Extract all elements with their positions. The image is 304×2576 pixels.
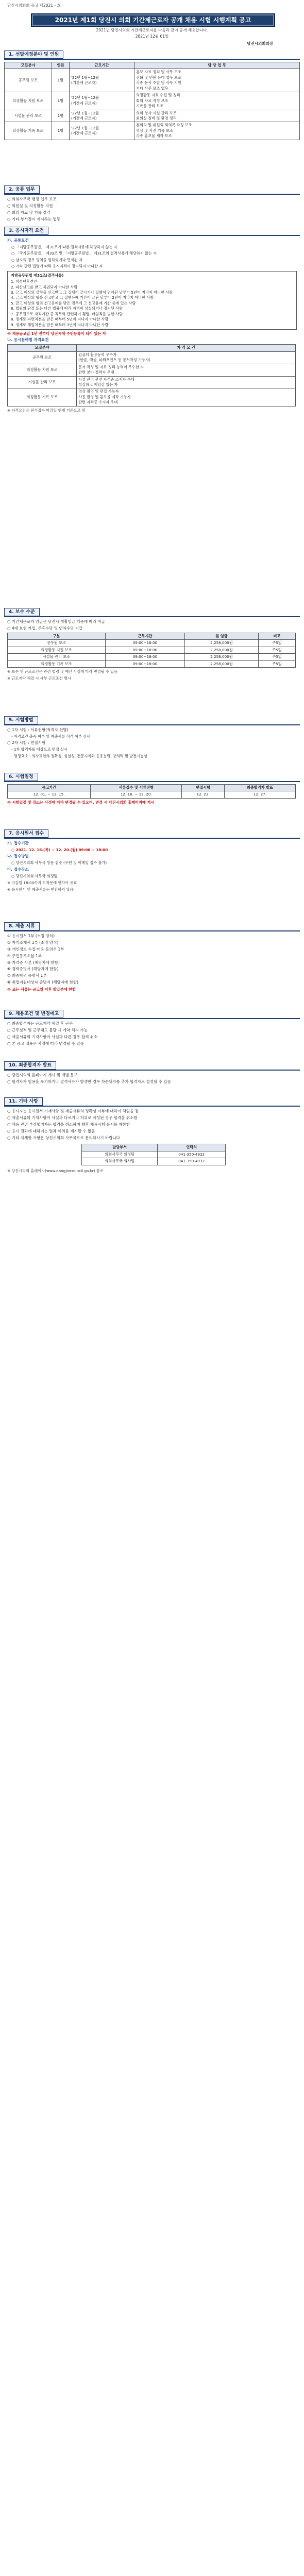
list-item: ○ 4대 보험 가입, 주휴수당 및 연차수당 지급 bbox=[7, 625, 83, 631]
table-cell: 주5일 bbox=[258, 647, 295, 653]
list-item: ○ 응시 결과에 대하여는 일체 이의를 제기할 수 없음 bbox=[7, 1128, 95, 1133]
col-header: 연락처 bbox=[158, 1144, 226, 1151]
table-cell: 09:00~18:00 bbox=[105, 654, 184, 660]
table-cell: 의정활동 지원 보조 bbox=[8, 364, 77, 376]
table-row bbox=[82, 1151, 226, 1158]
list-item: ③ 개인정보 수집·이용 동의서 1부 bbox=[7, 946, 64, 952]
box-title: 지방공무원법 제31조(결격사유) bbox=[11, 273, 64, 278]
col-header: 담당부서 bbox=[82, 1144, 158, 1151]
list-item: ○ 「국가공무원법」 제33조 및 「지방공무원법」 제31조의 결격사유에 해당하지 않는 자 bbox=[11, 251, 157, 256]
list-item: - 1차 합격자를 대상으로 면접 실시 bbox=[11, 747, 67, 752]
section-documents bbox=[4, 922, 300, 993]
col-header: 근로기간 bbox=[70, 62, 134, 69]
col-header: 모집분야 bbox=[5, 62, 52, 69]
table-row bbox=[8, 654, 296, 660]
table-cell: 의회사무국 의정팀 bbox=[82, 1151, 158, 1158]
table-cell: 본회의 및 위원회 회의록 작성 보조 영상 및 사진 기록 보조 각종 홍보물 제작 보조 bbox=[134, 122, 300, 140]
section-salary bbox=[4, 608, 300, 683]
table-cell: 시설 관리 관련 자격증 소지자 우대 성실하고 책임감 있는 자 bbox=[77, 376, 296, 388]
intro-text: 2021년 당진시의회 기간제근로자를 다음과 같이 공개 채용합니다. bbox=[96, 28, 208, 32]
col-header: 모집분야 bbox=[8, 345, 77, 351]
table-cell: 주5일 bbox=[258, 654, 295, 660]
table-cell: 의정활동 지원 보조 bbox=[8, 647, 106, 653]
section-schedule bbox=[4, 773, 300, 806]
table-cell: 의정활동 기록 보조 bbox=[8, 388, 77, 406]
publish-date: 2021년 12월 01일 bbox=[135, 34, 169, 39]
recruitment-table bbox=[4, 62, 300, 140]
table-cell: 2,258,000원 bbox=[184, 654, 258, 660]
list-item: ○ 응시자는 응시원서 기재사항 및 제출서류의 정확성 여부에 대하여 책임을 짐 bbox=[7, 1109, 139, 1113]
salary-note: ※ 보수 및 근로조건은 관련 법령 및 예산 사정에 따라 변경될 수 있음 bbox=[7, 669, 117, 674]
table-cell: 09:00~18:00 bbox=[105, 660, 184, 667]
table-cell: 09:00~18:00 bbox=[105, 647, 184, 653]
list-item: ○ 회의 자료 및 기록 정리 bbox=[7, 210, 50, 215]
table-cell: 12. 01. ~ 12. 15. bbox=[8, 791, 91, 798]
list-item: ○ 최종합격자는 근로계약 체결 후 근무 bbox=[7, 1021, 73, 1026]
section-title: 2. 공통 업무 bbox=[4, 185, 40, 194]
table-cell: '22년 1월~12월 (기간제 근로자) bbox=[70, 122, 134, 140]
schedule-note: ※ 시험일정 및 장소는 사정에 따라 변경될 수 있으며, 변경 시 당진시의회 홈페이지에 게시 bbox=[7, 800, 155, 805]
table-cell: 의정활동 기록 보조 bbox=[5, 122, 52, 140]
salary-table bbox=[7, 633, 296, 668]
section-conditions bbox=[4, 1010, 300, 1048]
section-common-duty bbox=[4, 185, 300, 224]
notice-number: 당진시의회회 공고 제2021 - 호 bbox=[7, 3, 61, 8]
table-row bbox=[5, 122, 300, 140]
table-row bbox=[8, 376, 296, 388]
table-cell: 041-350-4932 bbox=[158, 1158, 226, 1165]
list-item: 7. 공무원으로 재직기간 중 직무와 관련하여 횡령, 배임죄를 범한 사람 bbox=[11, 311, 123, 316]
col-header: 구분 bbox=[8, 633, 106, 639]
col-header: 근무시간 bbox=[105, 633, 184, 639]
list-item: ① 응시원서 1부 (소정 양식) bbox=[7, 934, 55, 938]
list-item: ④ 주민등록초본 1부 bbox=[7, 953, 42, 958]
table-cell: 시설물 관리 보조 bbox=[8, 654, 106, 660]
table-cell: 041-350-4922 bbox=[158, 1151, 226, 1158]
subsection-label: 가. 접수기간 bbox=[7, 841, 29, 845]
table-row bbox=[8, 647, 296, 653]
table-cell: 공무원 보조 bbox=[5, 69, 52, 92]
section-title: 10. 최종합격자 발표 bbox=[4, 1061, 56, 1070]
section-announcement bbox=[4, 1061, 300, 1086]
table-cell: '22년 1월~12월 (기간제 근로자) bbox=[70, 92, 134, 110]
section-title: 4. 보수 수준 bbox=[4, 608, 40, 616]
table-row bbox=[5, 92, 300, 110]
list-item: ○ 당진시의회 홈페이지 게시 및 개별 통보 bbox=[7, 1073, 78, 1077]
subsection-label: 다. 접수장소 bbox=[7, 867, 29, 872]
application-place: ○ 당진시의회 사무국 의정팀 bbox=[11, 873, 58, 878]
table-row bbox=[82, 1158, 226, 1165]
col-header: 면접시험 bbox=[182, 785, 225, 791]
table-cell: 1명 bbox=[52, 110, 69, 122]
list-item: - 평정요소 : 의사표현의 정확성, 성실성, 전문지식과 응용능력, 창의력 및 발전가능성 bbox=[11, 753, 147, 758]
table-row bbox=[5, 69, 300, 92]
table-cell: 주5일 bbox=[258, 660, 295, 667]
list-item: ○ 기타 부서장이 지시하는 업무 bbox=[7, 216, 61, 222]
table-cell: 의정활동 자료 수집 및 정리 회의 자료 작성 보조 기록물 관리 보조 bbox=[134, 92, 300, 110]
col-header: 비고 bbox=[258, 633, 295, 639]
table-cell: 12. 23. bbox=[182, 791, 225, 798]
table-row bbox=[5, 110, 300, 122]
section-application bbox=[4, 829, 300, 894]
table-row bbox=[8, 640, 296, 647]
list-item: ○ 제출서류의 기재사항이 사실과 다른 경우 합격 취소 bbox=[7, 1034, 98, 1039]
list-item: 5. 금고 이상의 형의 선고유예를 받은 경우에 그 선고유예 기간 중에 있는 사람 bbox=[11, 300, 136, 306]
list-item: - 자격요건 충족 여부 및 제출서류 적격 여부 심사 bbox=[11, 734, 90, 739]
qualification-footnote: ※ 자격요건은 원서접수 마감일 현재 기준으로 함 bbox=[7, 408, 86, 413]
section-title: 5. 시험방법 bbox=[4, 716, 38, 724]
list-item: ○ 의원실 및 의정활동 지원 bbox=[7, 203, 53, 208]
table-cell: 주5일 bbox=[258, 640, 295, 647]
col-header: 월 임금 bbox=[184, 633, 258, 639]
table-cell: 홍보 자료 정리 및 사무 보조 전화 및 민원 응대 업무 보조 각종 문서 수발 및 사무 지원 기타 사무 보조 업무 bbox=[134, 69, 300, 92]
col-header: 서류접수 및 서류전형 bbox=[91, 785, 182, 791]
section-title: 11. 기타 사항 bbox=[4, 1097, 43, 1106]
col-header: 최종합격자 발표 bbox=[224, 785, 295, 791]
section-title: 8. 제출 서류 bbox=[4, 922, 40, 930]
table-cell: 공무원 보조 bbox=[8, 640, 106, 647]
list-item: ○ 「지방공무원법」 제31조에 따른 결격사유에 해당하지 않는 자 bbox=[11, 244, 117, 249]
table-cell: '22년 1월~12월 (기간제 근로자) bbox=[70, 110, 134, 122]
section-title: 6. 시험일정 bbox=[4, 773, 38, 781]
table-cell: 의정활동 지원 보조 bbox=[5, 92, 52, 110]
table-cell: 2,258,000원 bbox=[184, 660, 258, 667]
table-row bbox=[8, 364, 296, 376]
application-period: ○ 2021. 12. 16.(목) ~ 12. 20.(월) 09:00 ~ 18:00 bbox=[11, 847, 108, 852]
table-cell: 09:00~18:00 bbox=[105, 640, 184, 647]
homepage-note: ※ 당진시의회 홈페이지(www.dangjincouncil.go.kr) 참조 bbox=[7, 1168, 104, 1173]
table-row bbox=[8, 351, 296, 364]
salary-note: ※ 근로계약 체결 시 세부 근로조건 명시 bbox=[7, 676, 71, 681]
section-eligibility bbox=[4, 227, 300, 414]
table-cell: 1명 bbox=[52, 92, 69, 110]
list-item: 4. 금고 이상의 형을 선고받고 그 집행유예 기간이 끝난 날부터 2년이 지나지 아니한 사람 bbox=[11, 295, 154, 300]
section-other bbox=[4, 1097, 300, 1175]
list-item: ⑤ 자격증 사본 (해당자에 한함) bbox=[7, 960, 60, 965]
list-item: 3. 금고 이상의 실형을 선고받고 그 집행이 끝나거나 집행이 면제된 날부터 5년이 지나지 아니한 사람 bbox=[11, 290, 173, 295]
application-note: ※ 응시원서 및 제출서류는 반환하지 않음 bbox=[7, 887, 74, 892]
contact-table bbox=[81, 1144, 226, 1165]
list-item: 8. 징계로 파면처분을 받은 때부터 5년이 지나지 아니한 사람 bbox=[11, 317, 109, 322]
table-cell: 2,258,000원 bbox=[184, 640, 258, 647]
list-item: ○ 1차 시험 : 서류전형(적격자 선발) bbox=[7, 727, 69, 732]
page-title: 2021년 제1회 당진시 의회 기간제근로자 공개 채용 시험 시행계획 공고 bbox=[31, 13, 275, 27]
subsection-label: 가. 공통요건 bbox=[7, 238, 29, 243]
list-item: ⑦ 최종학력 증명서 1부 bbox=[7, 973, 47, 978]
table-cell: 의회사무국 의사팀 bbox=[82, 1158, 158, 1165]
table-row bbox=[8, 660, 296, 667]
subsection-label: 나. 접수방법 bbox=[7, 854, 29, 859]
table-cell: 12. 16. ~ 12. 20. bbox=[91, 791, 182, 798]
list-item: ○ 기타 관련 법령에 따라 응시자격이 정지되지 아니한 자 bbox=[11, 264, 103, 269]
table-cell: 공무원 보조 bbox=[8, 351, 77, 364]
list-item: ○ 기타 자세한 사항은 당진시의회 사무국으로 문의하시기 바랍니다 bbox=[7, 1135, 120, 1140]
col-header: 인원 bbox=[52, 62, 69, 69]
table-cell: 12. 27. bbox=[224, 791, 295, 798]
col-header: 공고기간 bbox=[8, 785, 91, 791]
list-item: ○ 채용 관련 부정행위자는 합격을 취소하며 향후 채용시험 응시를 제한함 bbox=[7, 1122, 130, 1127]
section-title: 1. 선발예정분야 및 인원 bbox=[4, 50, 63, 59]
col-header: 담 당 업 무 bbox=[134, 62, 300, 69]
list-item: ○ 2차 시험 : 면접시험 bbox=[7, 740, 46, 745]
list-item: ○ 기간제근로자 임금은 당진시 생활임금 기준에 따라 지급 bbox=[7, 619, 105, 624]
table-cell: 시설물 관리 보조 bbox=[8, 376, 77, 388]
list-item: 1. 피성년후견인 bbox=[11, 279, 37, 284]
table-cell: '22년 1월~12월 (기간제 근로자) bbox=[70, 69, 134, 92]
documents-note: ※ 모든 서류는 공고일 이후 발급분에 한함 bbox=[7, 987, 76, 992]
table-cell: 시설물 관리 보조 bbox=[5, 110, 52, 122]
disqualification-box bbox=[7, 271, 297, 330]
list-item: ⑧ 취업지원대상자 증명서 (해당자에 한함) bbox=[7, 980, 79, 985]
list-item: 6. 법원의 판결 또는 다른 법률에 따라 자격이 상실되거나 정지된 사람 bbox=[11, 306, 123, 311]
table-cell: 영상 촬영 및 편집 가능자 사진 촬영 및 홍보물 제작 가능자 관련 자격증 소지자 우대 bbox=[77, 388, 296, 406]
table-cell: 의회 청사 시설 관리 보조 회의실 정비 및 환경 정리 bbox=[134, 110, 300, 122]
table-cell: 2,258,000원 bbox=[184, 647, 258, 653]
table-cell: 의정활동 기록 보조 bbox=[8, 660, 106, 667]
application-note: ※ 마감일 18:00까지 도착분에 한하여 유효 bbox=[7, 880, 77, 885]
residency-note: ※ 채용공고일 1년 전부터 당진시에 주민등록이 되어 있는 자 bbox=[7, 331, 106, 336]
section-recruitment bbox=[4, 50, 300, 140]
issuer-name: 당진시의회의장 bbox=[247, 41, 273, 46]
list-item: ○ 본 공고 내용은 사정에 따라 변경될 수 있음 bbox=[7, 1041, 84, 1046]
section-title: 3. 응시자격 요건 bbox=[4, 227, 48, 235]
table-row bbox=[8, 388, 296, 406]
list-item: ○ 합격자가 임용을 포기하거나 결격사유가 발생한 경우 차순위자를 추가 합격자로 결정할 수 있음 bbox=[7, 1079, 171, 1084]
section-title: 7. 응시원서 접수 bbox=[4, 829, 48, 838]
section-exam-method bbox=[4, 716, 300, 760]
table-row bbox=[8, 791, 296, 798]
list-item: ○ 근무실적 및 근무태도 불량 시 계약 해지 가능 bbox=[7, 1027, 88, 1032]
section-title: 9. 채용조건 및 변경예고 bbox=[4, 1010, 63, 1018]
list-item: 9. 징계로 해임처분을 받은 때부터 3년이 지나지 아니한 사람 bbox=[11, 322, 109, 327]
list-item: ○ 남자의 경우 병역을 필하였거나 면제된 자 bbox=[11, 257, 83, 262]
application-method: ○ 당진시의회 사무국 방문 접수 (우편 및 이메일 접수 불가) bbox=[11, 860, 107, 866]
table-cell: 1명 bbox=[52, 122, 69, 140]
table-cell: 문서 작성 및 자료 정리 능력이 우수한 자 관련 분야 경력자 우대 bbox=[77, 364, 296, 376]
qualification-table bbox=[7, 344, 296, 406]
subsection-label: 나. 응시분야별 자격요건 bbox=[7, 337, 49, 343]
table-cell: 컴퓨터 활용능력 우수자 (한글, 엑셀, 파워포인트 등 문서작성 가능자) bbox=[77, 351, 296, 364]
list-item: 2. 파산선고를 받고 복권되지 아니한 사람 bbox=[11, 284, 78, 290]
col-header: 자 격 요 건 bbox=[77, 345, 296, 351]
table-cell: 1명 bbox=[52, 69, 69, 92]
list-item: ○ 의회사무국 행정 업무 보조 bbox=[7, 197, 57, 201]
schedule-table bbox=[7, 784, 296, 799]
list-item: ② 자기소개서 1부 (소정 양식) bbox=[7, 940, 59, 945]
list-item: ○ 제출서류의 기재사항이 사실과 다르거나 허위로 작성된 경우 합격을 취소함 bbox=[7, 1115, 138, 1120]
list-item: ⑥ 경력증명서 (해당자에 한함) bbox=[7, 967, 59, 972]
